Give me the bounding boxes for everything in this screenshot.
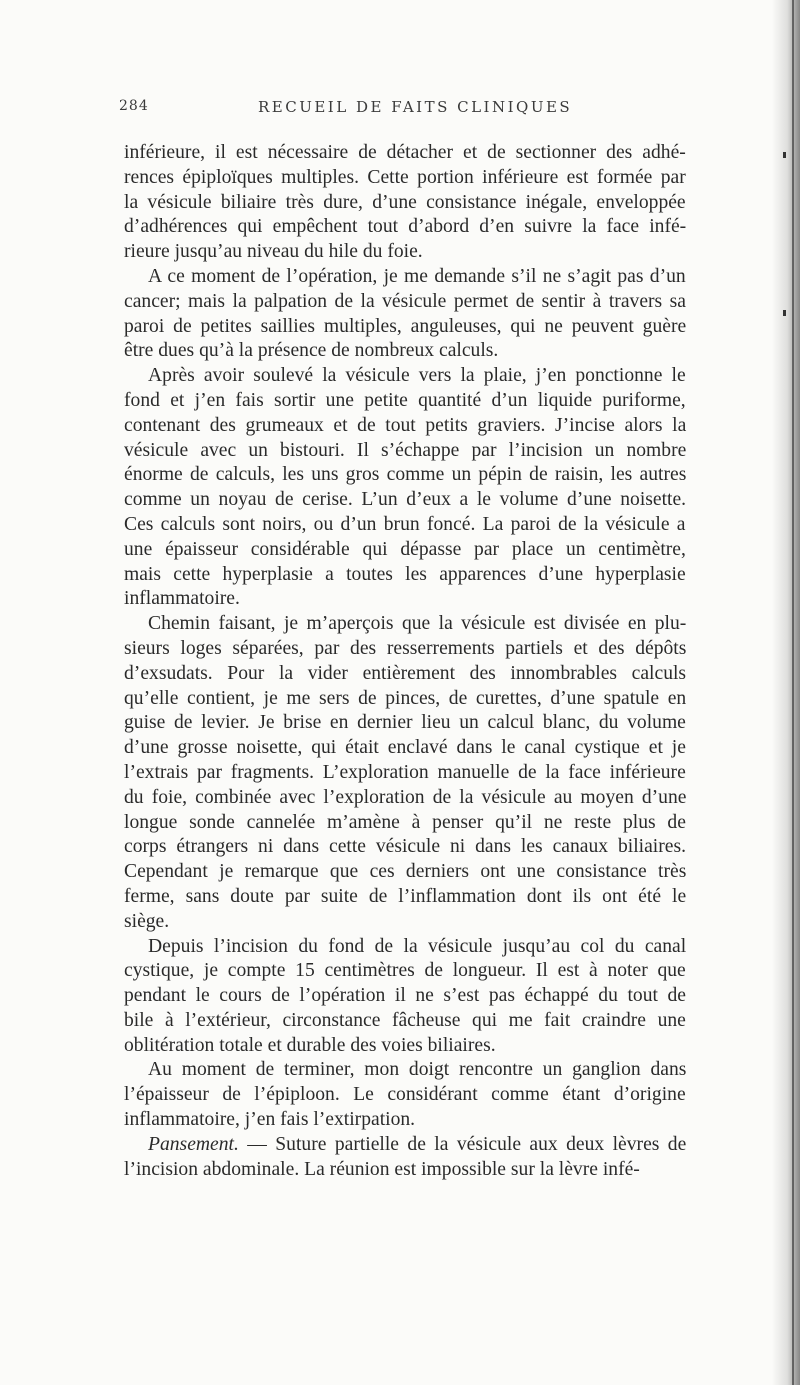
page-number: 284 xyxy=(119,98,149,114)
text-line-content: cancer; mais la palpation de la vésicule permet de sentir à travers sa xyxy=(124,290,686,312)
text-line-content: Au moment de terminer, mon doigt rencontre un ganglion dans xyxy=(148,1059,687,1081)
text-line xyxy=(124,265,686,290)
text-line xyxy=(124,315,686,340)
page-header xyxy=(119,98,679,124)
text-line xyxy=(124,761,686,786)
text-line xyxy=(124,513,686,538)
text-line-content: cystique, je compte 15 centimètres de longueur. Il est à noter que xyxy=(124,960,686,982)
text-line-content: Cependant je remarque que ces derniers ont une consistance très xyxy=(124,861,687,883)
text-line-content: être dues qu’à la présence de nombreux calculs. xyxy=(124,340,499,362)
text-line xyxy=(124,910,686,935)
text-line xyxy=(124,959,686,984)
text-line xyxy=(124,240,686,265)
text-line xyxy=(124,364,686,389)
text-line-content: A ce moment de l’opération, je me demande s’il ne s’agit pas d’un xyxy=(148,265,686,287)
text-line-content: inflammatoire. xyxy=(124,588,240,610)
body-text xyxy=(124,141,686,1182)
text-line xyxy=(124,1009,686,1034)
text-line xyxy=(124,290,686,315)
text-line-content: rences épiploïques multiples. Cette portion inférieure est formée par xyxy=(124,166,686,188)
text-line-content: inférieure, il est nécessaire de détacher et de sectionner des adhé- xyxy=(124,142,686,163)
text-line xyxy=(124,1133,686,1158)
text-line-content: paroi de petites saillies multiples, anguleuses, qui ne peuvent guère xyxy=(124,315,687,337)
text-line xyxy=(124,736,686,761)
text-line-content: l’épaisseur de l’épiploon. Le considérant comme étant d’origine xyxy=(124,1084,686,1106)
text-line-content: Chemin faisant, je m’aperçois que la vésicule est divisée en plu- xyxy=(148,613,687,635)
text-line xyxy=(124,612,686,637)
text-line xyxy=(124,538,686,563)
text-line xyxy=(124,711,686,736)
text-line-content: d’exsudats. Pour la vider entièrement des innombrables calculs xyxy=(124,662,687,684)
text-line xyxy=(124,662,686,687)
text-line-content: énorme de calculs, les uns gros comme un pépin de raisin, les autres xyxy=(124,464,687,486)
text-line xyxy=(124,835,686,860)
text-line xyxy=(124,1034,686,1059)
text-line-content: qu’elle contient, je me sers de pinces, de curettes, d’une spatule en xyxy=(124,687,687,709)
text-line-content: longue sonde cannelée m’amène à penser qu’il ne reste plus de xyxy=(124,811,686,833)
text-line xyxy=(124,885,686,910)
text-line xyxy=(124,637,686,662)
text-line xyxy=(124,191,686,216)
text-line xyxy=(124,166,686,191)
text-line-content: l’extrais par fragments. L’exploration manuelle de la face inférieure xyxy=(124,761,686,783)
section-heading-italic: Pansement. xyxy=(148,1133,239,1155)
text-line xyxy=(124,860,686,885)
text-line-content: sieurs loges séparées, par des resserrements partiels et des dépôts xyxy=(124,637,687,659)
text-line xyxy=(124,984,686,1009)
text-line-content: — Suture partielle de la vésicule aux deux lèvres de xyxy=(238,1133,687,1155)
text-line xyxy=(124,935,686,960)
text-line xyxy=(124,215,686,240)
text-line-content: mais cette hyperplasie a toutes les apparences d’une hyperplasie xyxy=(124,563,686,585)
text-line xyxy=(124,1108,686,1133)
text-line-content: corps étrangers ni dans cette vésicule ni dans les canaux biliaires. xyxy=(124,836,686,858)
text-line xyxy=(124,687,686,712)
text-line xyxy=(124,811,686,836)
text-line xyxy=(124,414,686,439)
text-line xyxy=(124,786,686,811)
text-line xyxy=(124,488,686,513)
page-edge-mark xyxy=(783,310,786,316)
text-line xyxy=(124,1158,686,1183)
text-line-content: oblitération totale et durable des voies biliaires. xyxy=(124,1034,496,1056)
text-line-content: vésicule avec un bistouri. Il s’échappe par l’incision un nombre xyxy=(124,439,687,461)
text-line-content: une épaisseur considérable qui dépasse par place un centimètre, xyxy=(124,538,686,560)
text-line-content: Après avoir soulevé la vésicule vers la plaie, j’en ponctionne le xyxy=(148,365,686,387)
text-line xyxy=(124,389,686,414)
text-line-content: l’incision abdominale. La réunion est impossible sur la lèvre infé- xyxy=(124,1158,640,1180)
text-line xyxy=(124,1083,686,1108)
text-line xyxy=(124,563,686,588)
text-line-content: siège. xyxy=(124,910,170,932)
text-line-content: ferme, sans doute par suite de l’inflammation dont ils ont été le xyxy=(124,885,687,907)
text-line xyxy=(124,141,686,166)
text-line-content: Ces calculs sont noirs, ou d’un brun foncé. La paroi de la vésicule a xyxy=(124,513,686,535)
page-edge-mark xyxy=(783,152,786,158)
text-line-content: bile à l’extérieur, circonstance fâcheuse qui me fait craindre une xyxy=(124,1009,686,1031)
text-line-content: comme un noyau de cerise. L’un d’eux a le volume d’une noisette. xyxy=(124,489,687,511)
text-line-content: inflammatoire, j’en fais l’extirpation. xyxy=(124,1109,416,1131)
text-line xyxy=(124,463,686,488)
text-line-content: du foie, combinée avec l’exploration de la vésicule au moyen d’une xyxy=(124,786,687,808)
text-line-content: rieure jusqu’au niveau du hile du foie. xyxy=(124,241,423,263)
text-line-content: Depuis l’incision du fond de la vésicule jusqu’au col du canal xyxy=(148,935,687,957)
text-line-content: contenant des grumeaux et de tout petits graviers. J’incise alors la xyxy=(124,414,687,436)
text-line-content: d’une grosse noisette, qui était enclavé dans le canal cystique et je xyxy=(124,737,686,759)
text-line xyxy=(124,587,686,612)
page-edge-shadow xyxy=(772,0,800,1385)
text-line xyxy=(124,339,686,364)
text-line-content: fond et j’en fais sortir une petite quantité d’un liquide puriforme, xyxy=(124,389,686,411)
text-line xyxy=(124,1058,686,1083)
text-line xyxy=(124,439,686,464)
text-line-content: pendant le cours de l’opération il ne s’est pas échappé du tout de xyxy=(124,985,687,1007)
page-edge-line xyxy=(792,0,794,1385)
text-line-content: la vésicule biliaire très dure, d’une consistance inégale, enveloppée xyxy=(124,191,686,213)
running-title: RECUEIL DE FAITS CLINIQUES xyxy=(258,98,573,116)
text-line-content: d’adhérences qui empêchent tout d’abord d’en suivre la face infé- xyxy=(124,216,687,238)
text-line-content: guise de levier. Je brise en dernier lieu un calcul blanc, du volume xyxy=(124,712,686,734)
